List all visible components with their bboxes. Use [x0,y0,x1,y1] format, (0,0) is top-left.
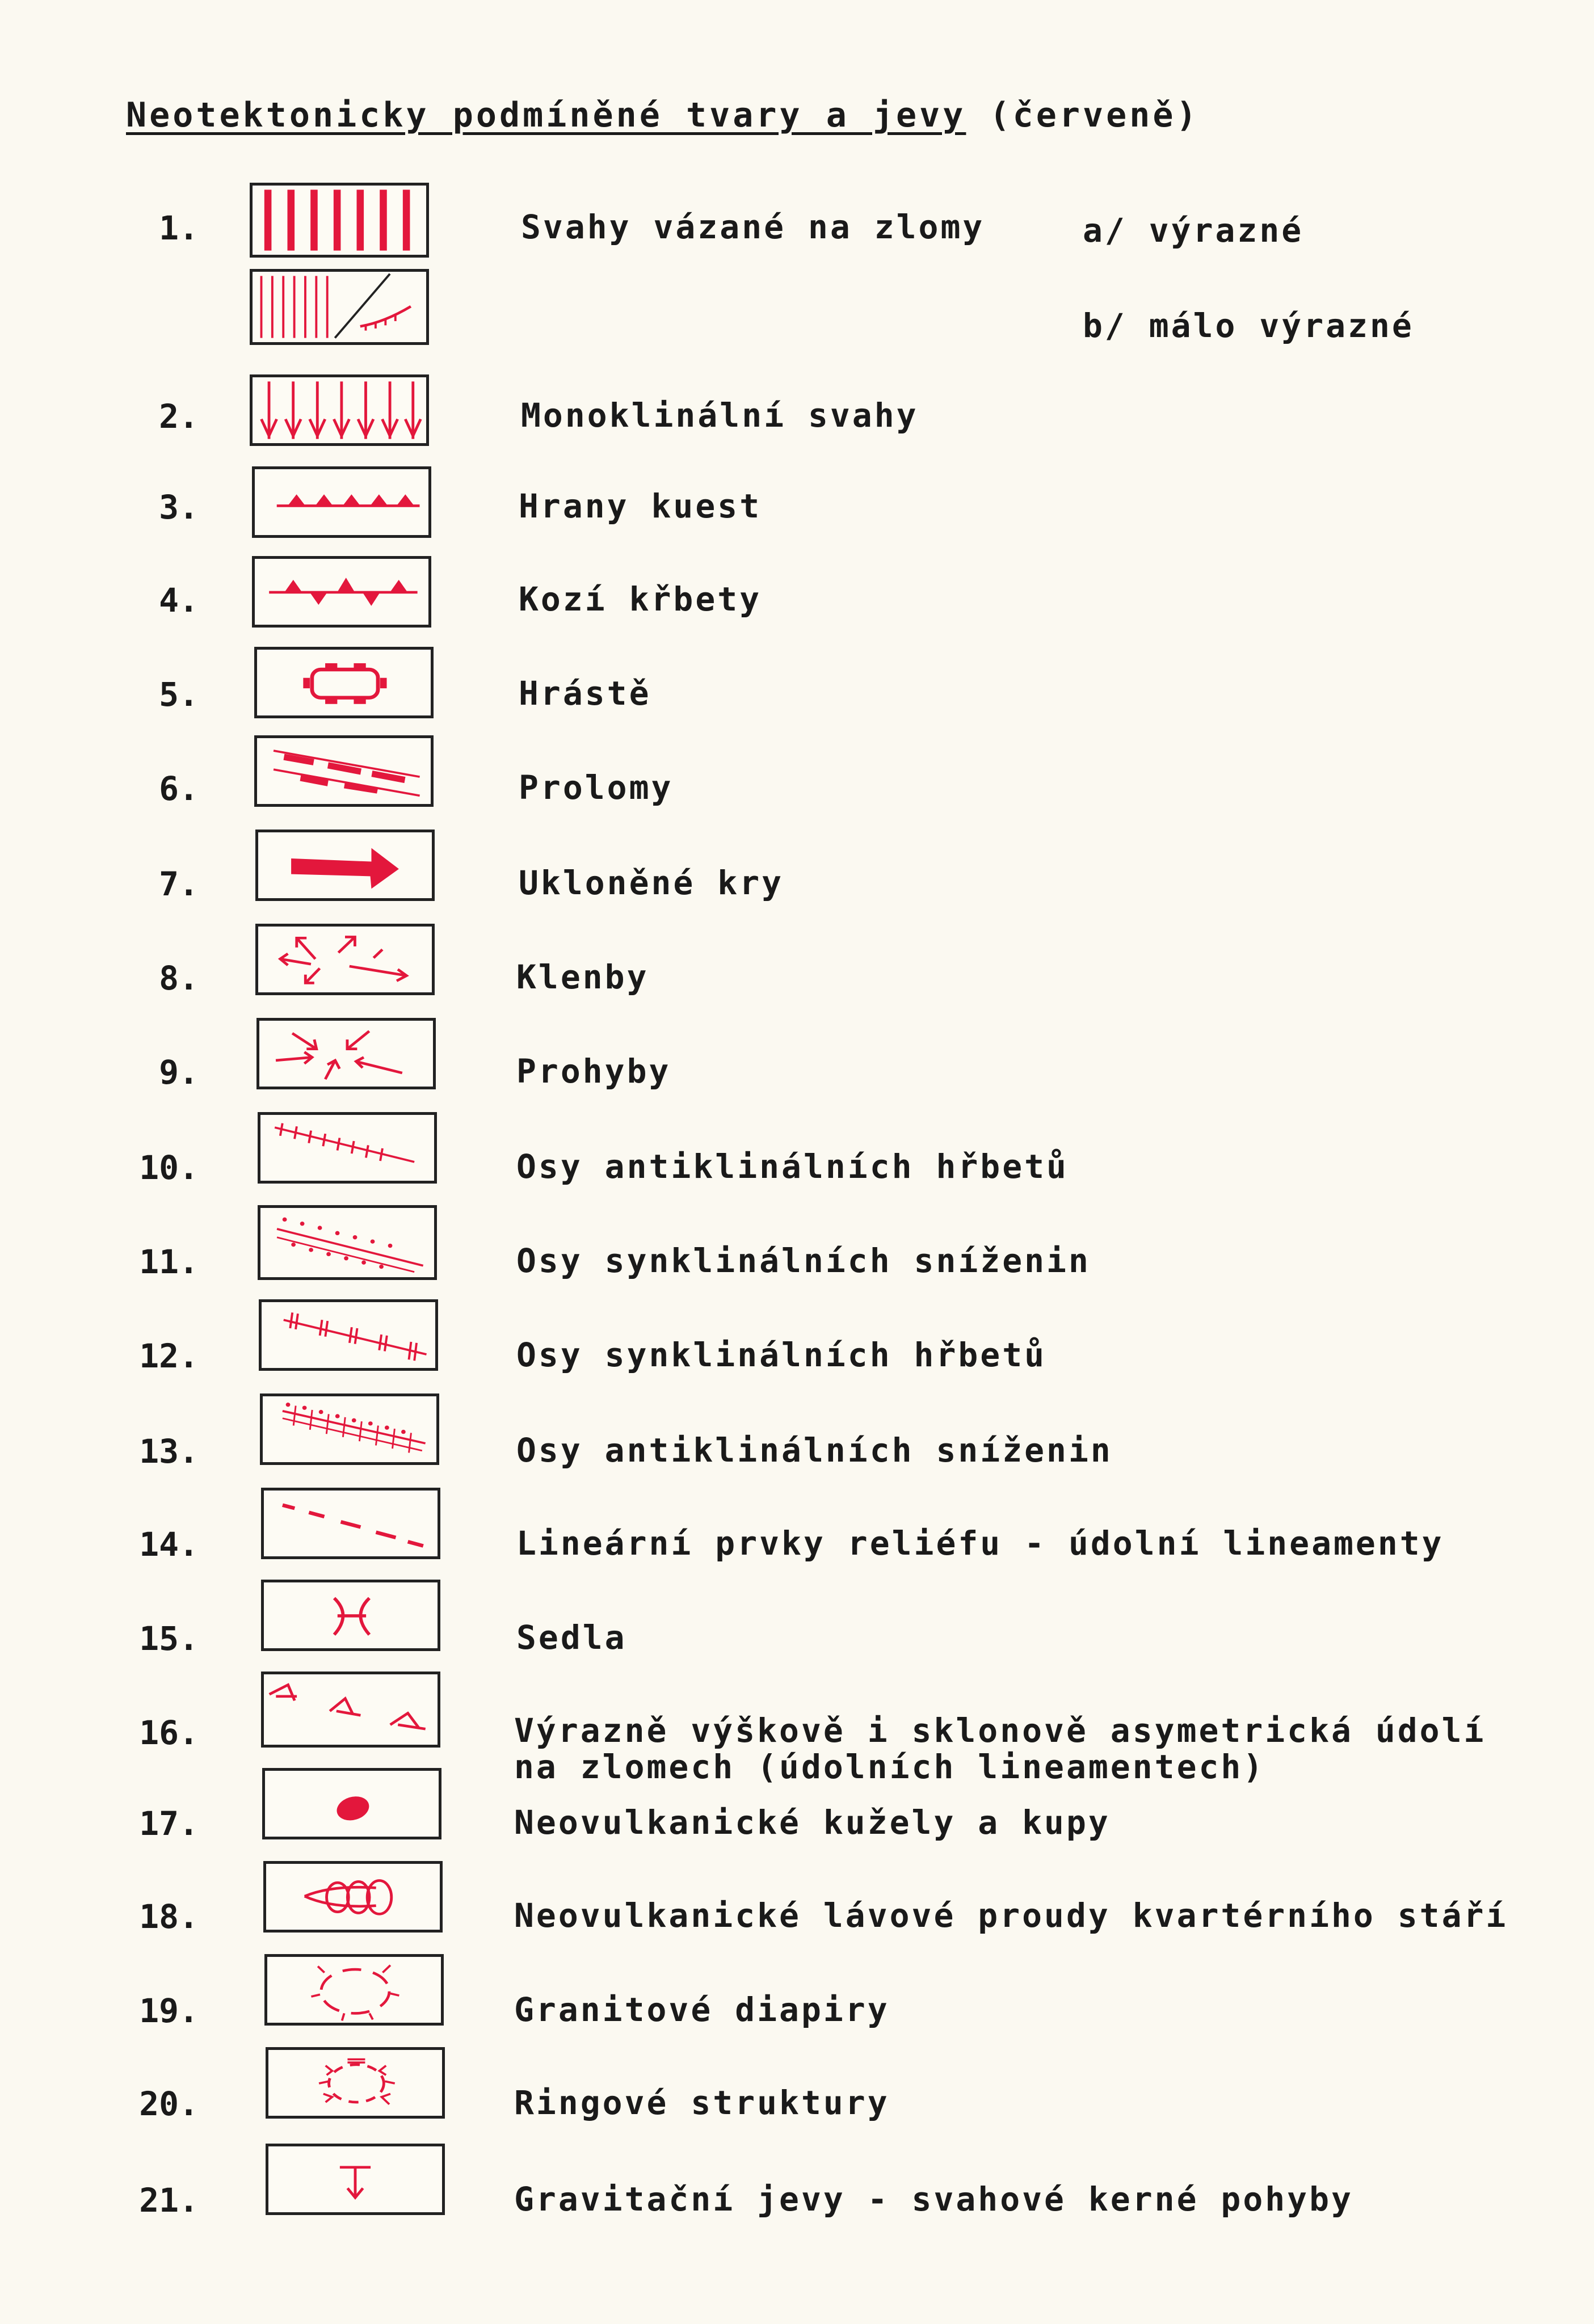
item-number: 13. [139,1432,199,1471]
item-number: 7. [159,865,199,903]
item-label: Neovulkanické lávové proudy kvartérního stáří [514,1896,1508,1935]
item-label: Hrany kuest [519,487,762,525]
graben-dashed-icon [254,735,434,807]
volcanic-cone-icon [262,1768,441,1839]
item-number: 14. [139,1525,199,1564]
item-number: 11. [139,1243,199,1281]
item-number: 15. [139,1619,199,1658]
item-number: 4. [159,581,199,620]
item-number: 9. [159,1053,199,1092]
fault-slope-hatch-icon [250,183,429,258]
lava-flow-icon [263,1861,443,1933]
item-number: 17. [139,1804,199,1843]
cuesta-triangles-icon [252,466,431,538]
item-number: 19. [139,1992,199,2030]
item-number: 1. [159,209,199,247]
syncline-ridge-axis-icon [259,1299,438,1371]
item-number: 10. [139,1148,199,1187]
item-label: Osy synklinálních sníženin [516,1241,1091,1280]
item-label: Sedla [516,1618,627,1657]
item-label: Monoklinální svahy [521,396,919,435]
item-label: Hrástě [519,674,651,713]
legend-title: Neotektonicky podmíněné tvary a jevy [126,95,966,135]
item-label: Ringové struktury [514,2083,890,2122]
monoclinal-arrows-icon [250,374,429,446]
item-label: Výrazně výškově i sklonově asymetrická údolí na zlomech (údolních lineamentech) [514,1711,1486,1786]
item-label: Gravitační jevy - svahové kerné pohyby [514,2180,1353,2218]
item-number: 12. [139,1337,199,1375]
item-label: Osy synklinálních hřbetů [516,1336,1047,1374]
saddle-icon [261,1580,440,1651]
item-label: Ukloněné kry [519,864,784,902]
item-number: 16. [139,1713,199,1752]
item-label: Osy antiklinálních hřbetů [516,1147,1069,1186]
item-variant-b: b/ málo výrazné [1083,306,1414,345]
asymmetric-valley-icon [261,1672,440,1748]
item-number: 21. [139,2181,199,2220]
weak-fault-slope-icon [250,269,429,345]
item-number: 8. [159,959,199,997]
horst-outline-icon [254,647,434,718]
item-label: Lineární prvky reliéfu - údolní lineamenty [516,1524,1444,1563]
anticline-depression-axis-icon [260,1393,439,1465]
item-label: Granitové diapiry [514,1990,890,2029]
item-label: Prohyby [516,1052,671,1091]
item-label: Prolomy [519,768,674,807]
anticline-ridge-axis-icon [258,1112,437,1184]
item-number: 18. [139,1897,199,1936]
item-label: Neovulkanické kužely a kupy [514,1803,1111,1842]
item-number: 2. [159,397,199,436]
item-variant-a: a/ výrazné [1083,211,1304,250]
valley-lineament-icon [261,1488,440,1559]
legend-heading [126,95,1200,135]
item-label: Osy antiklinálních sníženin [516,1431,1113,1470]
item-number: 3. [159,488,199,527]
syncline-depression-axis-icon [258,1205,437,1280]
legend-color-note: (červeně) [989,95,1200,135]
item-number: 20. [139,2085,199,2123]
item-label: Svahy vázané na zlomy [521,208,985,246]
ring-structure-icon [266,2047,445,2119]
item-label: Klenby [516,958,649,996]
hogback-triangles-icon [252,556,431,628]
tilted-block-arrow-icon [255,830,435,901]
granite-diapir-icon [264,1954,444,2026]
gravity-movement-icon [266,2144,445,2215]
item-label: Kozí křbety [519,580,762,618]
basin-arrows-icon [256,1018,436,1089]
item-number: 6. [159,769,199,808]
dome-arrows-icon [255,924,435,995]
item-number: 5. [159,675,199,714]
